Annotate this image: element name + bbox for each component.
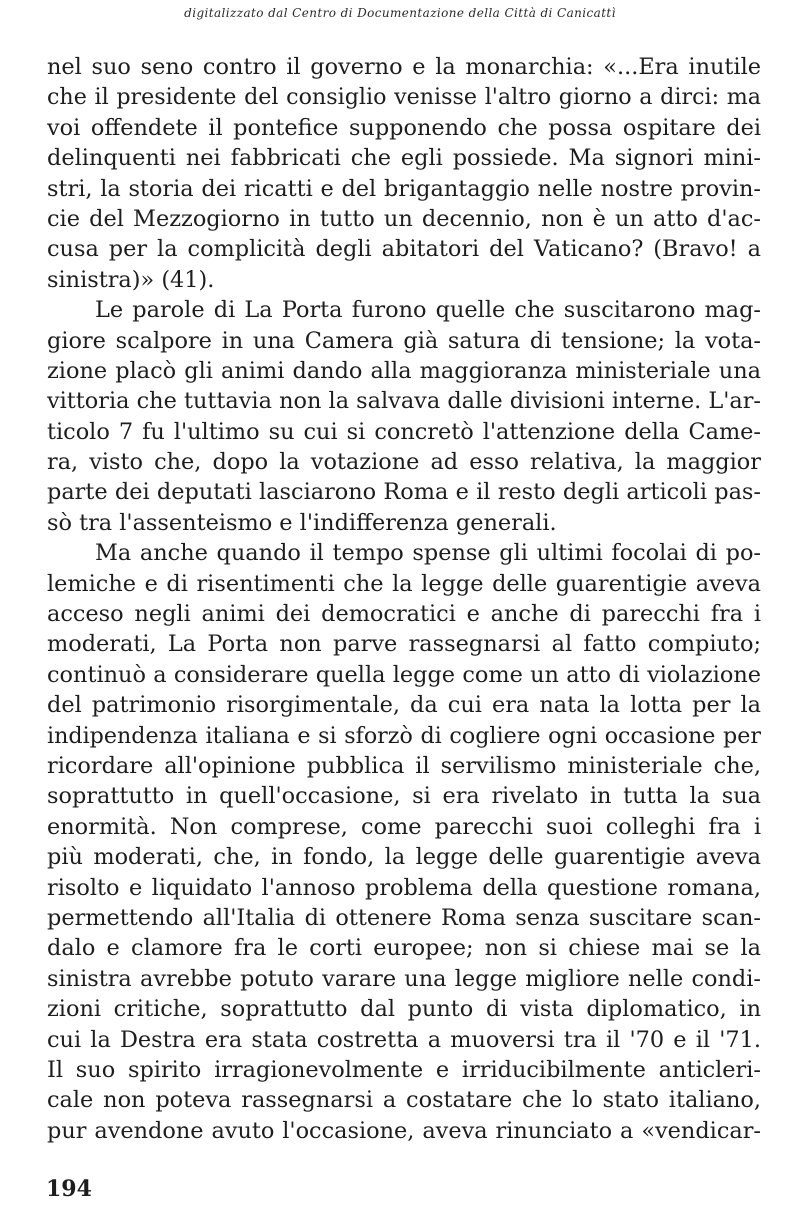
text-line: acceso negli animi dei democratici e anche di parecchi fra i [47,601,761,628]
text-line: giore scalpore in una Camera già satura di tensione; la vota- [47,327,761,354]
text-line: che il presidente del consiglio venisse l'altro giorno a dirci: ma [47,84,761,111]
text-line: sinistra)» (41). [47,266,215,293]
text-line: Ma anche quando il tempo spense gli ultimi focolai di po- [95,540,761,567]
text-line: più moderati, che, in fondo, la legge delle guarentigie aveva [47,844,761,871]
text-line: ra, visto che, dopo la votazione ad esso relativa, la maggior [47,449,761,476]
text-line: cie del Mezzogiorno in tutto un decennio, non è un atto d'ac- [47,205,761,232]
text-line: stri, la storia dei ricatti e del brigantaggio nelle nostre provin- [47,175,761,202]
text-line: Le parole di La Porta furono quelle che suscitarono mag- [95,297,761,324]
text-line: delinquenti nei fabbricati che egli possiede. Ma signori mini- [47,145,761,172]
text-line: moderati, La Porta non parve rassegnarsi al fatto compiuto; [47,631,761,658]
paragraph [47,52,761,295]
text-line: del patrimonio risorgimentale, da cui era nata la lotta per la [47,692,761,719]
digitization-watermark: digitalizzato dal Centro di Documentazione della Città di Canicattì [184,6,616,20]
page-number: 194 [46,1176,92,1202]
text-line: zione placò gli animi dando alla maggioranza ministeriale una [47,357,761,384]
text-line: lemiche e di risentimenti che la legge delle guarentigie aveva [47,570,761,597]
text-line: risolto e liquidato l'annoso problema della questione romana, [47,874,761,901]
text-line: parte dei deputati lasciarono Roma e il resto degli articoli pas- [47,479,761,506]
paragraph [47,295,761,538]
text-line: pur avendone avuto l'occasione, aveva rinunciato a «vendicar- [47,1117,761,1144]
text-line: zioni critiche, soprattutto dal punto di vista diplomatico, in [47,996,761,1023]
text-line: enormità. Non comprese, come parecchi suoi colleghi fra i [47,813,761,840]
text-line: soprattutto in quell'occasione, si era rivelato in tutta la sua [47,783,761,810]
text-line: sò tra l'assenteismo e l'indifferenza generali. [47,509,557,536]
text-line: indipendenza italiana e si sforzò di cogliere ogni occasione per [47,722,761,749]
text-line: nel suo seno contro il governo e la monarchia: «...Era inutile [47,54,761,80]
text-line: cusa per la complicità degli abitatori del Vaticano? (Bravo! a [47,236,761,263]
paragraph [47,538,761,1146]
text-line: Il suo spirito irragionevolmente e irriducibilmente anticleri- [47,1056,761,1083]
text-line: sinistra avrebbe potuto varare una legge migliore nelle condi- [47,965,761,992]
text-line: voi offendete il pontefice supponendo che possa ospitare dei [47,114,761,141]
text-line: vittoria che tuttavia non la salvava dalle divisioni interne. L'ar- [47,388,761,415]
text-line: cale non poteva rassegnarsi a costatare che lo stato italiano, [47,1087,761,1114]
text-line: ticolo 7 fu l'ultimo su cui si concretò l'attenzione della Came- [47,418,761,445]
body-text [47,52,761,1146]
text-line: permettendo all'Italia di ottenere Roma senza suscitare scan- [47,904,761,931]
text-line: cui la Destra era stata costretta a muoversi tra il '70 e il '71. [47,1026,761,1053]
text-line: continuò a considerare quella legge come un atto di violazione [47,661,761,688]
text-line: ricordare all'opinione pubblica il servilismo ministeriale che, [47,752,761,779]
text-line: dalo e clamore fra le corti europee; non si chiese mai se la [47,935,761,962]
